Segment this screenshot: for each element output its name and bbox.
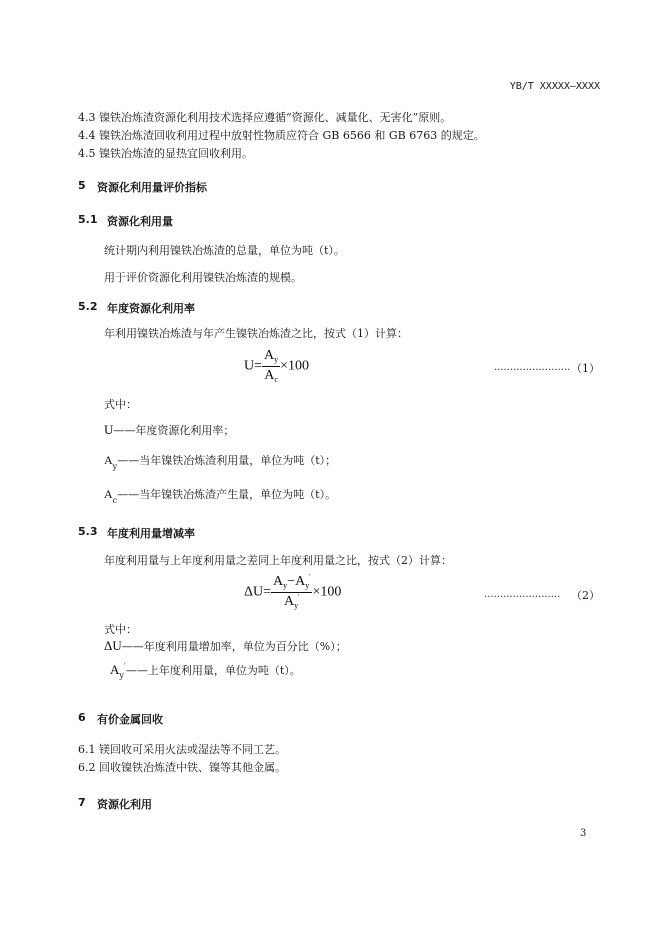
definition-ac	[104, 486, 337, 505]
definition-ay-prime-text: ——上年度利用量，单位为吨（t）。	[125, 664, 301, 677]
clause-6-2: 6.2 回收镍铁冶炼渣中铁、镍等其他金属。	[78, 761, 286, 774]
section-5-1-para-2: 用于评价资源化利用镍铁冶炼渣的规模。	[104, 271, 302, 284]
formula-2-denominator-prime: '	[298, 593, 300, 601]
formula-2-num-b-sub: y	[305, 581, 310, 590]
section-5-2-number: 5.2	[78, 300, 98, 313]
formula-1-where: 式中：	[104, 398, 137, 411]
section-7-title: 资源化利用	[97, 798, 152, 811]
formula-2-where: 式中：	[104, 623, 137, 636]
definition-ay-sub: y	[112, 462, 118, 471]
section-5-3-title: 年度利用量增减率	[107, 527, 195, 540]
formula-2-num-a: A	[273, 574, 284, 589]
formula-2-num-b-prime: '	[309, 573, 311, 581]
section-5-number: 5	[78, 179, 86, 192]
definition-u-text: ——年度资源化利用率；	[113, 424, 235, 437]
formula-1-equals: =	[254, 358, 263, 374]
section-6-title: 有价金属回收	[97, 713, 163, 726]
section-5-3-intro: 年度利用量与上年度利用量之差同上年度利用量之比，按式（2）计算：	[104, 554, 452, 567]
formula-1-lhs: U	[244, 358, 255, 374]
formula-2-equals: =	[263, 584, 272, 600]
section-5-2-intro: 年利用镍铁冶炼渣与年产生镍铁冶炼渣之比，按式（1）计算：	[104, 327, 408, 340]
definition-ay-prime-symbol: A	[110, 662, 120, 677]
page-number: 3	[580, 828, 587, 839]
definition-ac-text: ——当年镍铁冶炼渣产生量，单位为吨（t）。	[117, 488, 337, 501]
definition-u	[104, 422, 234, 438]
standard-code-header: YB/T XXXXX—XXXX	[509, 81, 600, 92]
formula-1-fraction	[262, 347, 280, 386]
clause-4-4: 4.4 镍铁冶炼渣回收利用过程中放射性物质应符合 GB 6566 和 GB 6763 的规定。	[78, 129, 485, 142]
formula-2-leader: ........................	[484, 589, 561, 600]
clause-4-5: 4.5 镍铁冶炼渣的显热宜回收利用。	[78, 147, 253, 160]
section-7-number: 7	[78, 796, 86, 809]
formula-1-leader: ........................	[494, 362, 571, 373]
formula-1-numerator-sub: y	[274, 355, 279, 364]
definition-delta-u-symbol: ΔU	[104, 638, 122, 653]
section-5-3-number: 5.3	[78, 525, 98, 538]
formula-2-minus: −	[287, 574, 296, 589]
section-5-title: 资源化利用量评价指标	[97, 181, 207, 194]
definition-delta-u	[104, 638, 347, 654]
definition-ay	[104, 452, 337, 471]
formula-1-denominator: A	[264, 368, 275, 383]
formula-1	[244, 347, 309, 386]
formula-2-number: （2）	[571, 589, 600, 602]
definition-ac-symbol: A	[104, 487, 113, 501]
section-5-1-title: 资源化利用量	[107, 215, 173, 228]
section-5-1-para-1: 统计期内利用镍铁冶炼渣的总量，单位为吨（t）。	[104, 244, 345, 257]
formula-2-denominator-sub: y	[294, 601, 299, 610]
formula-1-times: ×100	[280, 358, 310, 374]
formula-2-times: ×100	[312, 584, 342, 600]
formula-2	[244, 573, 341, 612]
definition-ay-symbol: A	[104, 453, 113, 467]
formula-1-denominator-sub: c	[274, 375, 278, 384]
definition-ay-prime-sub: y	[119, 671, 124, 680]
clause-6-1: 6.1 镁回收可采用火法或湿法等不同工艺。	[78, 743, 286, 756]
section-5-2-title: 年度资源化利用率	[107, 302, 195, 315]
definition-ac-sub: c	[112, 496, 118, 505]
definition-ay-prime	[110, 662, 301, 678]
formula-2-fraction	[271, 573, 312, 612]
section-6-number: 6	[78, 711, 86, 724]
section-5-1-number: 5.1	[78, 213, 98, 226]
definition-u-symbol: U	[104, 422, 114, 437]
definition-ay-prime-mark: '	[123, 662, 126, 670]
formula-2-num-a-sub: y	[283, 581, 288, 590]
definition-ay-text: ——当年镍铁冶炼渣利用量，单位为吨（t）；	[117, 454, 337, 467]
formula-2-lhs: ΔU	[244, 584, 264, 600]
formula-2-num-b: A	[295, 574, 306, 589]
formula-1-numerator: A	[264, 348, 275, 363]
formula-1-number: （1）	[571, 362, 600, 375]
clause-4-3: 4.3 镍铁冶炼渣资源化利用技术选择应遵循“资源化、减量化、无害化”原则。	[78, 111, 452, 124]
definition-delta-u-text: ——年度利用量增加率，单位为百分比（%）；	[121, 640, 347, 653]
formula-2-denominator: A	[284, 594, 295, 609]
